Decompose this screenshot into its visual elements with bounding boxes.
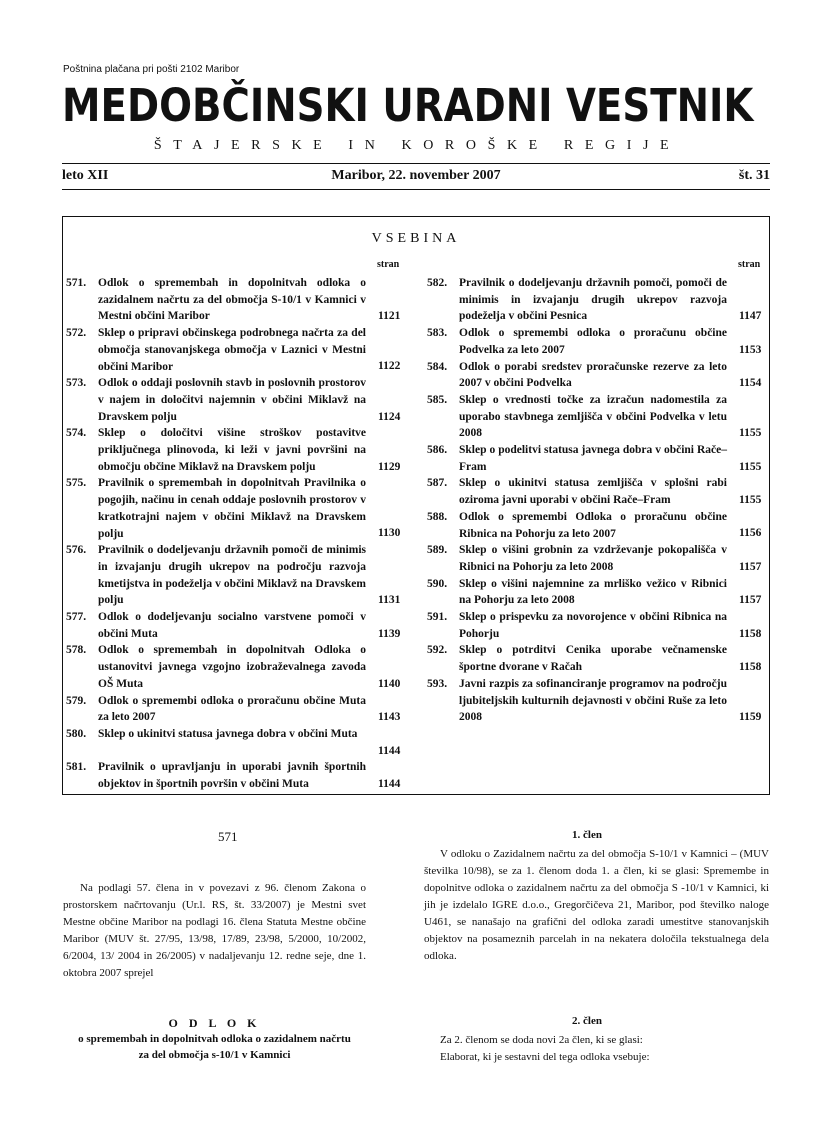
toc-entry-title: Odlok o oddaji poslovnih stavb in poslovnih prostorov v najem in določitvi najemnin v občini Miklavž na Dravskem polju [98, 377, 366, 423]
toc-entry-page: 1154 [739, 377, 762, 390]
toc-entry[interactable] [66, 375, 406, 425]
toc-entry-page: 1155 [739, 427, 762, 440]
toc-entry-number: 582. [427, 277, 448, 289]
toc-entry-title: Odlok o spremembah in dopolnitvah Odloka o ustanovitvi javnega vzgojno izobraževalnega zavoda OŠ Muta [98, 644, 366, 690]
toc-entry-page: 1155 [739, 494, 762, 507]
toc-entry-title: Odlok o spremembi odloka o proračunu občine Podvelka za leto 2007 [459, 327, 727, 356]
toc-entry-page: 1139 [378, 627, 401, 640]
decree-heading: O D L O K [168, 1016, 261, 1030]
article-1-text: V odloku o Zazidalnem načrtu za del območja S-10/1 v Kamnici – (MUV številka 10/98), se za 1. členom doda 1. a člen, ki se glasi: Spremembe in dopolnitve odloka o zazidalnem načrtu za del območja S -10/1 v Kamnici, ki jih je izdelalo IGRE d.o.o., Gregorčičeva 21, Maribor, pod številko naloge U461, se nanašajo na grafični del odloka zaradi umestitve stanovanjskih objektov na posameznih parcelah in na nekatera določila tekstualnega dela odloka. [424, 848, 769, 962]
toc-entry[interactable] [427, 475, 767, 508]
toc-entry-title: Pravilnik o upravljanju in uporabi javnih športnih objektov in športnih površin v občini Muta [98, 761, 366, 790]
postage-note: Poštnina plačana pri pošti 2102 Maribor [63, 64, 240, 75]
preamble-paragraph: Na podlagi 57. člena in v povezavi z 96. členom Zakona o prostorskem načrtovanju (Ur.l. RS, št. 33/2007) je Mestni svet Mestne občine Maribor na podlagi 16. člena Statuta Mestne občine Maribor (MUV št. 27/95, 13/98, 17/89, 23/98, 5/2000, 10/2002, 6/2004, 13/ 2004 in 26/2005) v nadaljevanju 12. redne seje, dne 1. oktobra 2007 sprejel [63, 882, 366, 979]
toc-entry-title: Odlok o spremembi odloka o proračunu občine Muta za leto 2007 [98, 694, 366, 724]
toc-entry[interactable] [66, 275, 406, 325]
toc-page-label-left: stran [377, 259, 400, 270]
toc-entry-title: Sklep o določitvi višine stroškov postavitve priključnega plinovoda, ki leži v javni površini na območju občine Miklavž na Dravskem polju [98, 427, 366, 473]
decree-title [63, 1015, 366, 1063]
toc-entry-page: 1157 [739, 594, 762, 607]
toc-entry-page: 1156 [739, 527, 762, 540]
toc-entry-number: 573. [66, 377, 87, 390]
toc-entry-title: Sklep o pripravi občinskega podrobnega načrta za del območja stanovanjskega območja v Laznici v Mestni občini Maribor [98, 327, 366, 373]
toc-entry[interactable] [66, 693, 406, 726]
toc-entry-title: Sklep o ukinitvi statusa zemljišča v splošni rabi oziroma javni uporabi v občini Rače–Fram [459, 477, 727, 507]
toc-entry-title: Sklep o potrditvi Cenika uporabe večnamenske športne dvorane v Račah [459, 644, 727, 674]
toc-entry[interactable] [427, 442, 767, 475]
toc-entry-page: 1144 [378, 777, 401, 790]
toc-entry[interactable] [66, 425, 406, 475]
toc-entry-page: 1147 [739, 310, 762, 323]
toc-entry-number: 591. [427, 611, 448, 623]
section-number: 571 [218, 829, 238, 844]
toc-entry[interactable] [66, 726, 406, 759]
toc-entry-title: Odlok o dodeljevanju socialno varstvene pomoči v občini Muta [98, 611, 366, 640]
toc-entry-number: 571. [66, 277, 87, 289]
toc-entry-number: 578. [66, 644, 87, 657]
toc-entry-title: Sklep o ukinitvi statusa javnega dobra v občini Muta [98, 727, 358, 740]
toc-entry-number: 586. [427, 444, 448, 456]
toc-entry-title: Odlok o porabi sredstev proračunske rezerve za leto 2007 v občini Podvelka [459, 360, 727, 390]
issue-date: Maribor, 22. november 2007 [331, 168, 501, 183]
toc-entry-page: 1121 [378, 310, 401, 323]
toc-entry-number: 584. [427, 360, 448, 373]
toc-entry-number: 577. [66, 611, 87, 623]
toc-entry[interactable] [427, 542, 767, 575]
toc-entry-page: 1122 [378, 360, 401, 373]
toc-entry[interactable] [66, 609, 406, 642]
toc-entry-number: 588. [427, 510, 448, 523]
header-rule-top [62, 163, 770, 164]
toc-entry-number: 583. [427, 327, 448, 340]
article-2-heading: 2. člen [572, 1015, 602, 1027]
toc-entry[interactable] [427, 359, 767, 392]
toc-entry-number: 575. [66, 477, 87, 490]
toc-entry-page: 1155 [739, 460, 762, 473]
toc-entry-number: 581. [66, 761, 87, 774]
toc-heading: VSEBINA [371, 231, 461, 246]
decree-subtitle-line1: o spremembah in dopolnitvah odloka o zazidalnem načrtu [78, 1033, 351, 1045]
toc-entry-number: 580. [66, 727, 87, 740]
toc-entry-page: 1140 [378, 677, 401, 690]
article-2-text-2: Elaborat, ki je sestavni del tega odloka vsebuje: [440, 1051, 650, 1063]
toc-entry-page: 1129 [378, 460, 401, 473]
toc-entry-number: 587. [427, 477, 448, 490]
toc-entry-title: Odlok o spremembah in dopolnitvah odloka o zazidalnem načrtu za del območja S-10/1 v Kamnici v Mestni občini Maribor [98, 277, 366, 323]
toc-entry-page: 1158 [739, 627, 762, 640]
toc-entry[interactable] [427, 609, 767, 642]
toc-entry-number: 572. [66, 327, 87, 340]
toc-entry-page: 1153 [739, 343, 762, 356]
toc-entry-page: 1157 [739, 560, 762, 573]
toc-entry-page: 1158 [739, 661, 762, 674]
toc-entry[interactable] [427, 275, 767, 325]
toc-page-label-right: stran [738, 259, 761, 270]
toc-entry-page: 1143 [378, 711, 401, 724]
toc-entry-page: 1144 [378, 744, 401, 757]
toc-entry[interactable] [427, 576, 767, 609]
toc-entry-page: 1131 [378, 594, 401, 607]
toc-entry[interactable] [427, 676, 767, 726]
toc-entry[interactable] [66, 542, 406, 609]
toc-entry-page: 1130 [378, 527, 401, 540]
decree-subtitle-line2: za del območja s-10/1 v Kamnici [138, 1049, 291, 1061]
toc-entry[interactable] [66, 475, 406, 542]
toc-entry-title: Pravilnik o dodeljevanju državnih pomoči, pomoči de minimis in izvajanju drugih ukrepov razvoja podeželja v občini Pesnica [459, 277, 727, 323]
toc-entry-number: 585. [427, 393, 448, 406]
toc-entry[interactable] [66, 642, 406, 692]
toc-entry-title: Pravilnik o dodeljevanju državnih pomoči de minimis in izvajanju drugih ukrepov na področju razvoja kmetijstva in podeželja v občini Miklavž na Dravskem polju [98, 544, 366, 607]
toc-entry-number: 579. [66, 694, 87, 707]
article-2-text-1: Za 2. členom se doda novi 2a člen, ki se glasi: [440, 1034, 643, 1046]
journal-title: MEDOBČINSKI URADNI VESTNIK [62, 79, 754, 132]
toc-entry-number: 574. [66, 427, 87, 440]
toc-entry-page: 1124 [378, 410, 401, 423]
toc-entry-page: 1159 [739, 711, 762, 724]
toc-entry-title: Sklep o podelitvi statusa javnega dobra v občini Rače–Fram [459, 444, 727, 473]
toc-entry-title: Sklep o višini najemnine za mrliško vežico v Ribnici na Pohorju za leto 2008 [459, 577, 727, 607]
toc-entry[interactable] [427, 509, 767, 542]
table-of-contents [62, 216, 770, 795]
toc-entry-title: Sklep o višini grobnin za vzdrževanje pokopališča v Ribnici na Pohorju za leto 2008 [459, 544, 727, 573]
toc-entry[interactable] [427, 392, 767, 442]
toc-entry[interactable] [427, 642, 767, 675]
header-rule-bottom [62, 189, 770, 190]
toc-entry-number: 589. [427, 544, 448, 557]
toc-entry[interactable] [427, 325, 767, 358]
toc-entry-number: 592. [427, 644, 448, 657]
toc-entry-title: Sklep o prispevku za novorojence v občini Ribnica na Pohorju [459, 611, 727, 640]
toc-entry[interactable] [66, 325, 406, 375]
toc-entry-title: Odlok o spremembi Odloka o proračunu občine Ribnica na Pohorju za leto 2007 [459, 510, 727, 540]
toc-entry[interactable] [66, 759, 406, 792]
toc-entry-title: Sklep o vrednosti točke za izračun nadomestila za uporabo stavbnega zemljišča v občini Podvelka v letu 2008 [459, 393, 727, 440]
toc-entry-title: Javni razpis za sofinanciranje programov na področju ljubiteljskih kulturnih dejavnosti v občini Ruše za leto 2008 [459, 677, 727, 724]
journal-subtitle: ŠTAJERSKE IN KOROŠKE REGIJE [153, 138, 681, 153]
toc-entry-number: 590. [427, 577, 448, 590]
article-1-heading: 1. člen [572, 829, 602, 841]
toc-entry-number: 593. [427, 677, 448, 690]
issue-number: št. 31 [738, 168, 770, 183]
issue-year: leto XII [62, 168, 109, 183]
toc-entry-number: 576. [66, 544, 87, 557]
toc-entry-title: Pravilnik o spremembah in dopolnitvah Pravilnika o pogojih, načinu in cenah oddaje poslovnih prostorov v kratkotrajni najem v občini Miklavž na Dravskem polju [98, 477, 366, 540]
